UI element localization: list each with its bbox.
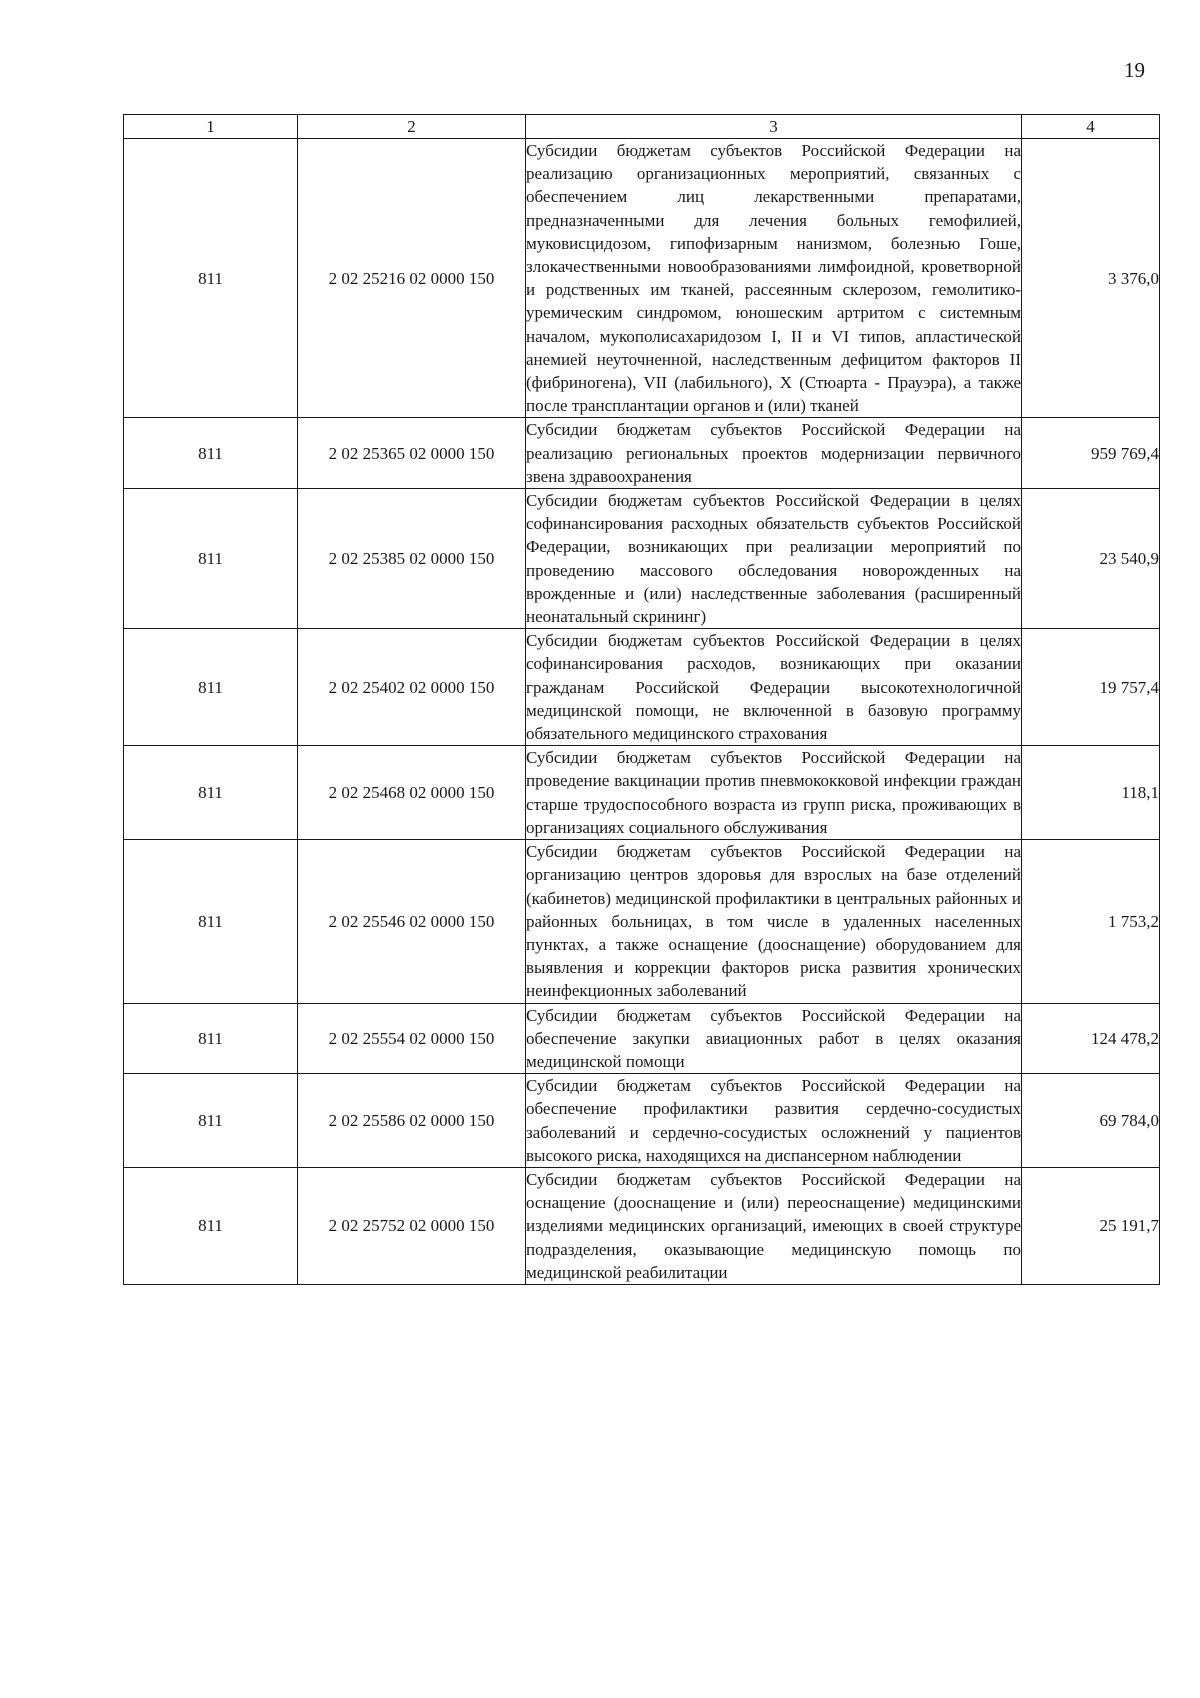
table-row (124, 139, 1160, 418)
administrator-code-cell: 811 (124, 489, 298, 629)
amount-cell: 69 784,0 (1022, 1074, 1160, 1168)
budget-classification-code-cell: 2 02 25468 02 0000 150 (298, 746, 526, 840)
budget-classification-code-cell: 2 02 25752 02 0000 150 (298, 1167, 526, 1284)
amount-cell: 19 757,4 (1022, 629, 1160, 746)
amount-cell: 1 753,2 (1022, 840, 1160, 1003)
amount-cell: 23 540,9 (1022, 489, 1160, 629)
amount-cell: 959 769,4 (1022, 418, 1160, 489)
administrator-code-cell: 811 (124, 1003, 298, 1074)
administrator-code-cell: 811 (124, 840, 298, 1003)
revenue-description-cell: Субсидии бюджетам субъектов Российской Федерации в целях софинансирования расходных обязательств субъектов Российской Федерации, возникающих при реализации мероприятий по проведению массового обследования новорожденных на врожденные и (или) наследственные заболевания (расширенный неонатальный скрининг) (526, 489, 1022, 629)
revenue-description-cell: Субсидии бюджетам субъектов Российской Федерации на обеспечение закупки авиационных работ в целях оказания медицинской помощи (526, 1003, 1022, 1074)
administrator-code-cell: 811 (124, 746, 298, 840)
column-header-2: 2 (298, 115, 526, 139)
column-header-1: 1 (124, 115, 298, 139)
table-row (124, 746, 1160, 840)
revenue-description-cell: Субсидии бюджетам субъектов Российской Федерации в целях софинансирования расходов, возникающих при оказании гражданам Российской Федерации высокотехнологичной медицинской помощи, не включенной в базовую программу обязательного медицинского страхования (526, 629, 1022, 746)
revenue-description-cell: Субсидии бюджетам субъектов Российской Федерации на реализацию организационных мероприятий, связанных с обеспечением лиц лекарственными препаратами, предназначенными для лечения больных гемофилией, муковисцидозом, гипофизарным нанизмом, болезнью Гоше, злокачественными новообразованиями лимфоидной, кроветворной и родственных им тканей, рассеянным склерозом, гемолитико-уремическим синдромом, юношеским артритом с системным началом, мукополисахаридозом I, II и VI типов, апластической анемией неуточненной, наследственным дефицитом факторов II (фибриногена), VII (лабильного), X (Стюарта - Прауэра), а также после трансплантации органов и (или) тканей (526, 139, 1022, 418)
budget-classification-code-cell: 2 02 25586 02 0000 150 (298, 1074, 526, 1168)
budget-classification-code-cell: 2 02 25554 02 0000 150 (298, 1003, 526, 1074)
table-header-row (124, 115, 1160, 139)
budget-classification-code-cell: 2 02 25216 02 0000 150 (298, 139, 526, 418)
table-row (124, 1074, 1160, 1168)
budget-classification-code-cell: 2 02 25385 02 0000 150 (298, 489, 526, 629)
budget-revenue-table (123, 114, 1160, 1285)
table-row (124, 418, 1160, 489)
administrator-code-cell: 811 (124, 139, 298, 418)
table-row (124, 1003, 1160, 1074)
page-number: 19 (1124, 58, 1145, 82)
column-header-4: 4 (1022, 115, 1160, 139)
column-header-3: 3 (526, 115, 1022, 139)
revenue-description-cell: Субсидии бюджетам субъектов Российской Федерации на реализацию региональных проектов модернизации первичного звена здравоохранения (526, 418, 1022, 489)
budget-classification-code-cell: 2 02 25546 02 0000 150 (298, 840, 526, 1003)
budget-classification-code-cell: 2 02 25402 02 0000 150 (298, 629, 526, 746)
amount-cell: 25 191,7 (1022, 1167, 1160, 1284)
administrator-code-cell: 811 (124, 629, 298, 746)
administrator-code-cell: 811 (124, 418, 298, 489)
table-row (124, 489, 1160, 629)
amount-cell: 3 376,0 (1022, 139, 1160, 418)
amount-cell: 118,1 (1022, 746, 1160, 840)
amount-cell: 124 478,2 (1022, 1003, 1160, 1074)
revenue-description-cell: Субсидии бюджетам субъектов Российской Федерации на организацию центров здоровья для взрослых на базе отделений (кабинетов) медицинской профилактики в центральных районных и районных больницах, в том числе в удаленных населенных пунктах, а также оснащение (дооснащение) оборудованием для выявления и коррекции факторов риска развития хронических неинфекционных заболеваний (526, 840, 1022, 1003)
revenue-description-cell: Субсидии бюджетам субъектов Российской Федерации на проведение вакцинации против пневмококковой инфекции граждан старше трудоспособного возраста из групп риска, проживающих в организациях социального обслуживания (526, 746, 1022, 840)
revenue-description-cell: Субсидии бюджетам субъектов Российской Федерации на обеспечение профилактики развития сердечно-сосудистых заболеваний и сердечно-сосудистых осложнений у пациентов высокого риска, находящихся на диспансерном наблюдении (526, 1074, 1022, 1168)
budget-classification-code-cell: 2 02 25365 02 0000 150 (298, 418, 526, 489)
table-row (124, 840, 1160, 1003)
administrator-code-cell: 811 (124, 1074, 298, 1168)
revenue-description-cell: Субсидии бюджетам субъектов Российской Федерации на оснащение (дооснащение и (или) переоснащение) медицинскими изделиями медицинских организаций, имеющих в своей структуре подразделения, оказывающие медицинскую помощь по медицинской реабилитации (526, 1167, 1022, 1284)
table-row (124, 1167, 1160, 1284)
table-row (124, 629, 1160, 746)
administrator-code-cell: 811 (124, 1167, 298, 1284)
